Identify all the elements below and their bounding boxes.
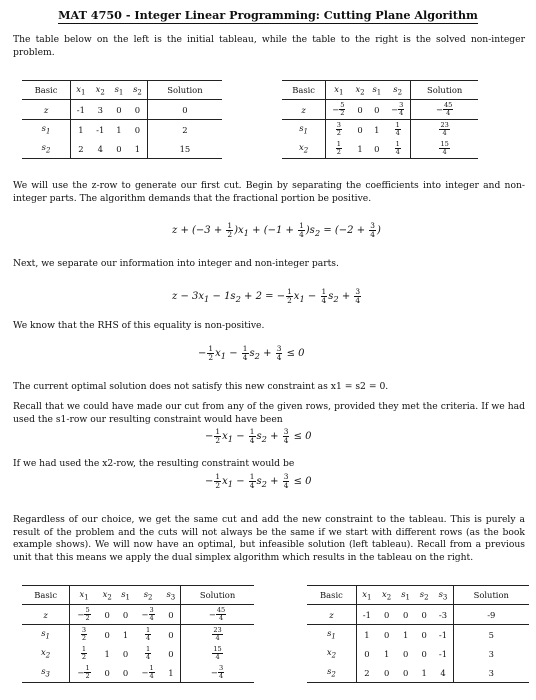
value-cell: 4 (433, 663, 453, 683)
table-row (22, 663, 254, 683)
value-cell: 1 (122, 629, 129, 640)
header-cell: $x_1$ (356, 586, 377, 605)
value-cell: 0 (383, 629, 390, 640)
header-cell: Solution (453, 586, 529, 605)
page-title: MAT 4750 - Integer Linear Programming: Cutting Plane Algorithm (58, 8, 478, 22)
value-cell: 1 (374, 124, 380, 135)
header-cell: Solution (411, 81, 478, 100)
value-cell: 0 (396, 605, 415, 625)
header-cell: Basic (22, 81, 71, 100)
value-cell: 0 (162, 605, 181, 625)
header-cell: $x_1$ (70, 586, 98, 605)
value-cell: − $\frac{1}{4}$ (135, 663, 162, 683)
value-cell: 0 (364, 648, 370, 659)
value-cell: 0 (110, 100, 128, 120)
basic-variable-cell: $x_2$ (307, 644, 356, 663)
header-cell: $s_2$ (128, 81, 147, 100)
basic-variable-cell: $s_3$ (22, 663, 70, 683)
header-cell: $s_1$ (369, 81, 385, 100)
table-row (307, 605, 529, 625)
value-cell: 0 (415, 605, 434, 625)
value-cell: − $\frac{1}{2}$ (70, 663, 98, 683)
value-cell: 4 (91, 139, 110, 159)
table-row (282, 120, 478, 140)
table-row (307, 663, 529, 683)
value-cell: 3 (453, 663, 529, 683)
header-cell: $x_2$ (351, 81, 368, 100)
value-cell: 1 (383, 648, 390, 659)
value-cell: 1 (364, 629, 370, 640)
value-cell: 1 (116, 124, 122, 135)
equation-separated-coefficients: z + (−3 + $\frac{1}{2}$ )$x_1 + (-1$ + $\frac{1}{4}$ )$s_2 = (-2$ + $\frac{3}{4}$ ) (172, 221, 381, 239)
value-cell: $\frac{1}{2}$ (326, 139, 352, 159)
value-cell: -3 (433, 605, 453, 625)
header-cell: Basic (22, 586, 70, 605)
value-cell: − $\frac{3}{4}$ (181, 663, 254, 683)
header-cell: $x_1$ (71, 81, 91, 100)
intro-paragraph: The table below on the left is the initial tableau, while the table to the right is the solved non-integer problem. (13, 34, 525, 58)
final-tableau (307, 585, 529, 683)
value-cell: $\frac{1}{2}$ (81, 645, 87, 661)
header-cell: $x_1$ (326, 81, 352, 100)
basic-variable-cell: z (307, 605, 356, 625)
table-row (282, 100, 478, 120)
value-cell: 0 (134, 124, 141, 135)
value-cell: 2 (71, 139, 91, 159)
recall-paragraph: Recall that we could have made our cut from any of the given rows, provided they met the criteria. If we had used the s1-row our resulting constraint would have been (13, 401, 525, 425)
value-cell: 0 (122, 648, 129, 659)
basic-variable-cell: $s_1$ (307, 625, 356, 645)
header-cell: Basic (307, 586, 356, 605)
table-row (22, 605, 254, 625)
value-cell: 0 (351, 100, 368, 120)
value-cell: 1 (162, 663, 181, 683)
table-row (307, 644, 529, 663)
value-cell: $\frac{1}{4}$ (146, 645, 151, 661)
value-cell: 0 (147, 100, 222, 120)
basic-variable-cell: $x_2$ (282, 139, 326, 159)
value-cell: 0 (369, 100, 385, 120)
value-cell: 0 (369, 139, 385, 159)
value-cell: $\frac{23}{4}$ (181, 625, 254, 645)
basic-variable-cell: $x_2$ (22, 644, 70, 663)
value-cell: − $\frac{5}{2}$ (70, 605, 98, 625)
value-cell: 0 (421, 648, 427, 659)
value-cell: 0 (377, 663, 396, 683)
value-cell: $\frac{3}{2}$ (81, 626, 87, 642)
header-cell: Basic (282, 81, 326, 100)
header-cell: $s_3$ (433, 586, 453, 605)
table-row (22, 625, 254, 645)
value-cell: 1 (415, 663, 434, 683)
value-cell: $\frac{15}{4}$ (411, 139, 478, 159)
header-cell: $x_2$ (91, 81, 110, 100)
value-cell: 15 (147, 139, 222, 159)
basic-variable-cell: $s_1$ (22, 625, 70, 645)
current-solution-paragraph: The current optimal solution does not satisfy this new constraint as x1 = s2 = 0. (13, 381, 389, 392)
value-cell: -1 (71, 100, 91, 120)
basic-variable-cell: z (22, 100, 71, 120)
table-row (22, 644, 254, 663)
value-cell: 0 (104, 629, 110, 640)
value-cell: $\frac{15}{4}$ (181, 644, 254, 663)
value-cell: 2 (147, 120, 222, 140)
basic-variable-cell: $s_2$ (22, 139, 71, 159)
value-cell: -1 (438, 648, 448, 659)
basic-variable-cell: $s_1$ (282, 120, 326, 140)
value-cell: 0 (357, 124, 363, 135)
equation-cut-constraint: − $\frac{1}{2}$ $x_1$ − $\frac{1}{4}$ $s_2$ + $\frac{3}{4}$ ≤ 0 (198, 344, 305, 362)
equation-integer-parts: $z - 3x_1 - 1s_2 + 2$ = − $\frac{1}{2}$ $x_1$ − $\frac{1}{4}$ $s_2$ + $\frac{3}{4}$ (172, 287, 361, 305)
header-cell: $s_1$ (396, 586, 415, 605)
value-cell: 0 (98, 605, 117, 625)
value-cell: 1 (402, 629, 409, 640)
value-cell: − $\frac{3}{4}$ (385, 100, 411, 120)
value-cell: $\frac{23}{4}$ (411, 120, 478, 140)
value-cell: $\frac{3}{2}$ (336, 121, 341, 137)
rhs-paragraph: We know that the RHS of this equality is non-positive. (13, 320, 265, 331)
header-cell: $s_3$ (162, 586, 181, 605)
value-cell: 0 (168, 648, 174, 659)
value-cell: -1 (96, 124, 105, 135)
value-cell: 1 (351, 139, 368, 159)
value-cell: 3 (453, 644, 529, 663)
header-cell: Solution (147, 81, 222, 100)
value-cell: 0 (377, 605, 396, 625)
header-cell: $s_2$ (135, 586, 162, 605)
value-cell: $\frac{1}{4}$ (146, 626, 151, 642)
equation-x2-row-cut: − $\frac{1}{2}$ $x_1$ − $\frac{1}{4}$ $s_2$ + $\frac{3}{4}$ ≤ 0 (205, 472, 312, 490)
value-cell: -9 (453, 605, 529, 625)
value-cell: 0 (421, 629, 427, 640)
header-cell: Solution (181, 586, 254, 605)
value-cell: $\frac{1}{4}$ (395, 121, 400, 137)
value-cell: 1 (78, 124, 84, 135)
value-cell: 0 (110, 139, 128, 159)
header-cell: $s_1$ (117, 586, 135, 605)
value-cell: 3 (91, 100, 110, 120)
value-cell: 0 (396, 663, 415, 683)
tableau-with-cut (22, 585, 254, 683)
header-cell: $s_2$ (385, 81, 411, 100)
value-cell: $\frac{1}{4}$ (385, 139, 411, 159)
value-cell: 2 (356, 663, 377, 683)
value-cell: − $\frac{3}{4}$ (135, 605, 162, 625)
basic-variable-cell: $s_2$ (307, 663, 356, 683)
header-cell: $x_2$ (98, 586, 117, 605)
table-row (282, 139, 478, 159)
value-cell: 0 (98, 663, 117, 683)
equation-s1-row-cut: − $\frac{1}{2}$ $x_1$ − $\frac{1}{4}$ $s_2$ + $\frac{3}{4}$ ≤ 0 (205, 427, 312, 445)
value-cell: 0 (128, 100, 147, 120)
initial-tableau (22, 80, 222, 159)
separate-paragraph: Next, we separate our information into integer and non-integer parts. (13, 258, 339, 269)
header-cell: $s_1$ (110, 81, 128, 100)
value-cell: − $\frac{45}{4}$ (181, 605, 254, 625)
value-cell: − $\frac{5}{2}$ (326, 100, 352, 120)
value-cell: 0 (168, 629, 174, 640)
value-cell: 5 (453, 625, 529, 645)
header-cell: $x_2$ (377, 586, 396, 605)
table-row (307, 625, 529, 645)
table-row (22, 139, 222, 159)
regardless-paragraph: Regardless of our choice, we get the same cut and add the new constraint to the tableau. This is purely a result of the problem and the cuts will not always be the same if we start with different rows (as the book example shows). We will now have an optimal, but infeasible solution (left tableau). Recall from a previous unit that this means we apply the dual simplex algorithm which results in the tableau on the right. (13, 514, 525, 563)
table-row (22, 100, 222, 120)
value-cell: -1 (438, 629, 448, 640)
basic-variable-cell: $s_1$ (22, 120, 71, 140)
basic-variable-cell: z (282, 100, 326, 120)
value-cell: − $\frac{45}{4}$ (411, 100, 478, 120)
value-cell: 1 (128, 139, 147, 159)
zrow-paragraph: We will use the z-row to generate our first cut. Begin by separating the coefficients into integer and non-integer parts. The algorithm demands that the fractional portion be positive. (13, 180, 525, 204)
solved-tableau (282, 80, 478, 159)
value-cell: 1 (104, 648, 110, 659)
table-row (22, 120, 222, 140)
value-cell: 0 (402, 648, 409, 659)
header-cell: $s_2$ (415, 586, 434, 605)
value-cell: -1 (356, 605, 377, 625)
value-cell: 0 (117, 663, 135, 683)
value-cell: 0 (117, 605, 135, 625)
x2row-paragraph: If we had used the x2-row, the resulting constraint would be (13, 458, 295, 469)
basic-variable-cell: z (22, 605, 70, 625)
